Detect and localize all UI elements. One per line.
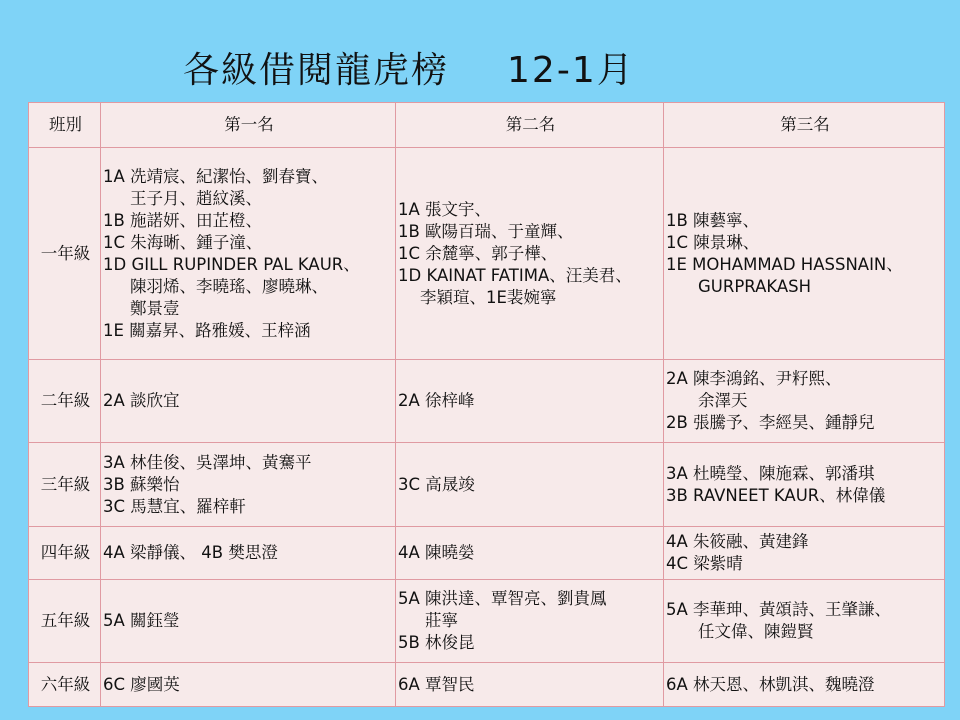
second-place-cell: [396, 663, 664, 707]
name-line: 任文偉、陳鎧賢: [698, 622, 814, 641]
grade-cell: 五年級: [29, 580, 101, 663]
grade-cell: 四年級: [29, 527, 101, 580]
name-line: 1C 余麓寧、郭子樺、: [398, 243, 558, 263]
name-line: 3B 蘇樂怡: [103, 474, 180, 494]
name-line: 1E MOHAMMAD HASSNAIN、: [666, 254, 903, 274]
name-line: 李穎瑄、1E裴婉寧: [420, 287, 557, 307]
third-place-cell: [664, 148, 945, 360]
page-title: [183, 42, 635, 93]
header-first: 第一名: [101, 103, 396, 148]
table-row: [29, 527, 945, 580]
ranking-table: [28, 102, 945, 707]
name-line: 1D GILL RUPINDER PAL KAUR、: [103, 254, 360, 274]
third-place-cell: [664, 663, 945, 707]
name-line: 6A 覃智民: [398, 674, 475, 694]
name-line: 2A 陳李鴻銘、尹籽熙、: [666, 369, 842, 388]
grade-cell: 二年級: [29, 360, 101, 443]
table-row: [29, 360, 945, 443]
title-date: 12-1月: [507, 50, 635, 91]
second-place-cell: [396, 580, 664, 663]
name-line: 2B 張騰予、李經昊、鍾靜兒: [666, 413, 875, 432]
table-row: [29, 663, 945, 707]
name-line: 1C 朱海晰、鍾子潼、: [103, 232, 263, 252]
second-place-cell: [396, 360, 664, 443]
name-line: 4A 梁靜儀、 4B 樊思澄: [103, 543, 278, 562]
name-line: 4A 陳曉嫈: [398, 543, 475, 562]
third-place-cell: [664, 580, 945, 663]
header-third: 第三名: [664, 103, 945, 148]
first-place-cell: [101, 360, 396, 443]
third-place-cell: [664, 360, 945, 443]
name-line: 莊寧: [425, 611, 458, 630]
name-line: 3C 馬慧宜、羅梓軒: [103, 496, 246, 516]
name-line: 5A 陳洪達、覃智亮、劉貴鳳: [398, 589, 607, 608]
name-line: 6C 廖國英: [103, 674, 180, 694]
name-line: 3A 杜曉瑩、陳施霖、郭潘琪: [666, 463, 875, 483]
name-line: 4A 朱筱融、黃建鋒: [666, 532, 809, 551]
name-line: 鄭景壹: [130, 298, 180, 318]
name-line: 王子月、趙紋溪、: [130, 188, 262, 208]
name-line: 陳羽烯、李曉瑤、廖曉琳、: [130, 276, 328, 296]
first-place-cell: [101, 580, 396, 663]
name-line: 1B 施諾妍、田芷橙、: [103, 210, 263, 230]
header-second: 第二名: [396, 103, 664, 148]
name-line: 3A 林佳俊、吳澤坤、黃騫平: [103, 452, 312, 472]
header-row: [29, 103, 945, 148]
second-place-cell: [396, 148, 664, 360]
first-place-cell: [101, 527, 396, 580]
name-line: GURPRAKASH: [698, 276, 812, 296]
name-line: 2A 徐梓峰: [398, 391, 475, 410]
second-place-cell: [396, 527, 664, 580]
name-line: 1E 關嘉昇、路雅媛、王梓涵: [103, 320, 311, 340]
third-place-cell: [664, 443, 945, 527]
grade-cell: 三年級: [29, 443, 101, 527]
first-place-cell: [101, 663, 396, 707]
name-line: 6A 林天恩、林凱淇、魏曉澄: [666, 674, 875, 694]
name-line: 1A 冼靖宸、紀潔怡、劉春寶、: [103, 166, 329, 186]
grade-cell: 一年級: [29, 148, 101, 360]
name-line: 3B RAVNEET KAUR、林偉儀: [666, 485, 886, 505]
name-line: 4C 梁紫晴: [666, 554, 743, 573]
name-line: 余澤天: [698, 391, 748, 410]
first-place-cell: [101, 148, 396, 360]
third-place-cell: [664, 527, 945, 580]
grade-cell: 六年級: [29, 663, 101, 707]
table-row: [29, 148, 945, 360]
name-line: 1B 陳藝寧、: [666, 210, 760, 230]
name-line: 5A 關鈺瑩: [103, 611, 180, 630]
name-line: 1B 歐陽百瑞、于童輝、: [398, 221, 574, 241]
name-line: 5A 李華珅、黃頌詩、王肇謙、: [666, 600, 892, 619]
first-place-cell: [101, 443, 396, 527]
name-line: 1C 陳景琳、: [666, 232, 760, 252]
name-line: 1D KAINAT FATIMA、汪美君、: [398, 265, 632, 285]
name-line: 2A 談欣宜: [103, 391, 180, 410]
name-line: 5B 林俊昆: [398, 633, 475, 652]
title-text: 各級借閱龍虎榜: [183, 50, 450, 91]
header-class: 班別: [29, 103, 101, 148]
table-row: [29, 580, 945, 663]
table-row: [29, 443, 945, 527]
name-line: 1A 張文宇、: [398, 199, 492, 219]
name-line: 3C 高晟竣: [398, 474, 475, 494]
second-place-cell: [396, 443, 664, 527]
